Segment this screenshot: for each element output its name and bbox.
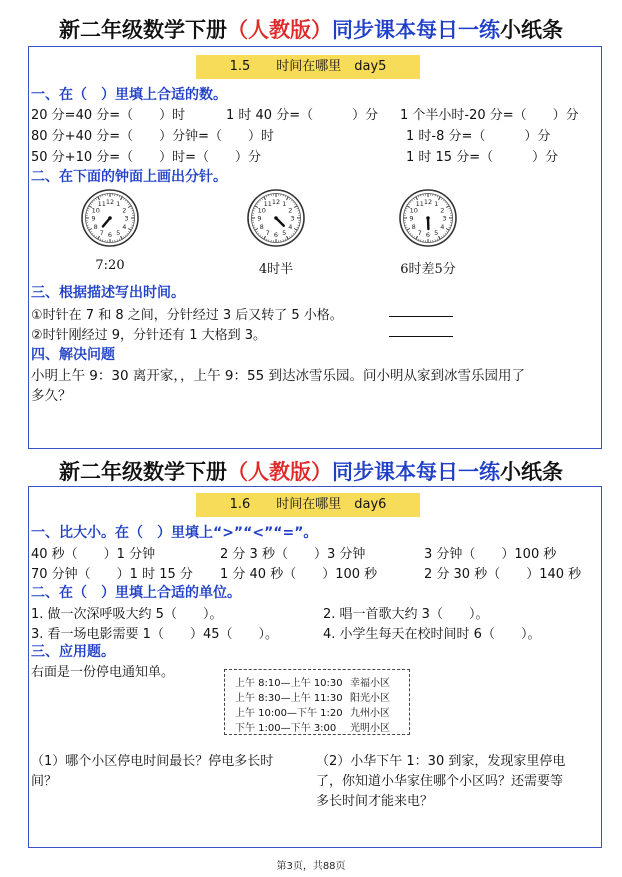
clock-numeral: 8 — [93, 222, 98, 231]
title-prefix: 新二年级数学下册 — [59, 459, 227, 484]
clock-numeral: 3 — [442, 214, 447, 223]
clock-numeral: 6 — [273, 231, 279, 239]
day6-q1-line1: （1）哪个小区停电时间最长？停电多长时 — [31, 754, 274, 769]
day5-section3-title: 三、根据描述写出时间。 — [31, 285, 185, 301]
clock-numeral: 11 — [97, 200, 106, 209]
clock-numeral: 10 — [257, 206, 266, 215]
day5-s4-line2: 多久？ — [31, 388, 72, 404]
title-edition: （人教版） — [227, 17, 332, 42]
title-suffix: 小纸条 — [500, 17, 563, 42]
clock-numeral: 8 — [259, 222, 264, 231]
clock-center — [426, 216, 430, 220]
clock-numeral: 11 — [415, 200, 424, 209]
day5-q: 50 分+10 分=（ ）时=（ ）分 — [31, 150, 262, 165]
day5-q: 1 时-8 分=（ ）分 — [406, 129, 551, 144]
day6-q: 40 秒（ ）1 分钟 — [31, 547, 156, 562]
power-outage-notice — [224, 669, 410, 735]
day6-q: 2 分 30 秒（ ）140 秒 — [424, 567, 582, 582]
clock-numeral: 10 — [91, 206, 100, 215]
clock-numeral: 12 — [105, 198, 115, 206]
clock-center — [108, 216, 112, 220]
clock-numeral: 6 — [425, 231, 431, 239]
notice-row: 下午 1:00—下午 3:00 光明小区 — [235, 723, 390, 734]
day5-q: 1 时 15 分=（ ）分 — [406, 150, 559, 165]
clock-face-icon[interactable] — [246, 188, 306, 248]
clock-numeral: 5 — [434, 228, 439, 237]
clock-numeral: 2 — [288, 206, 293, 215]
title-mid: 同步课本每日一练 — [332, 459, 500, 484]
day6-q: 4. 小学生每天在校时间时 6（ ）。 — [323, 627, 541, 642]
clock-numeral: 5 — [116, 228, 121, 237]
answer-blank[interactable] — [389, 316, 453, 317]
day6-q1-line2: 间？ — [31, 774, 58, 789]
day6-section2-title: 二、在（ ）里填上合适的单位。 — [31, 585, 241, 601]
page-title-top — [0, 14, 622, 44]
day6-q: 3. 看一场电影需要 1（ ）45（ ）。 — [31, 627, 278, 642]
page-footer: 第3页，共88页 — [276, 861, 346, 872]
clock-label: 7:20 — [95, 258, 125, 273]
clock-numeral: 12 — [423, 198, 433, 206]
title-edition: （人教版） — [227, 459, 332, 484]
clock-numeral: 9 — [257, 214, 262, 223]
clock-label: 4时半 — [258, 262, 294, 277]
page-title-bottom — [0, 456, 622, 486]
day5-section4-title: 四、解决问题 — [31, 347, 115, 363]
day6-q: 3 分钟（ ）100 秒 — [424, 547, 557, 562]
clock-numeral: 5 — [282, 228, 287, 237]
clock-numeral: 8 — [411, 222, 416, 231]
day6-q: 1 分 40 秒（ ）100 秒 — [220, 567, 378, 582]
day5-section1-title: 一、在（ ）里填上合适的数。 — [31, 87, 227, 103]
clock-numeral: 1 — [434, 200, 439, 209]
clock-numeral: 3 — [124, 214, 129, 223]
day5-q: 1 个半小时-20 分=（ ）分 — [400, 108, 579, 123]
clock-face-icon[interactable] — [80, 188, 140, 248]
clock-numeral: 4 — [122, 222, 127, 231]
notice-row: 上午 8:30—上午 11:30 阳光小区 — [235, 693, 390, 704]
clock-label: 6时差5分 — [400, 262, 456, 277]
clock-numeral: 7 — [417, 228, 422, 237]
day6-q2-line3: 多长时间才能来电？ — [316, 794, 434, 809]
clock-numeral: 4 — [440, 222, 445, 231]
clock-numeral: 2 — [122, 206, 127, 215]
clock-numeral: 4 — [288, 222, 293, 231]
notice-row: 上午 10:00—下午 1:20 九州小区 — [235, 708, 390, 719]
clock-numeral: 10 — [409, 206, 418, 215]
day5-q: 80 分+40 分=（ ）分钟=（ ）时 — [31, 129, 275, 144]
day6-tag: 1.6 时间在哪里 day6 — [196, 493, 420, 517]
day6-q: 70 分钟（ ）1 时 15 分 — [31, 567, 193, 582]
day6-q: 2. 唱一首歌大约 3（ ）。 — [323, 607, 489, 622]
day6-q2-line1: （2）小华下午 1：30 到家，发现家里停电 — [316, 754, 566, 769]
day5-s3-q1: ①时针在 7 和 8 之间，分针经过 3 后又转了 5 小格。 — [31, 308, 343, 323]
clock-numeral: 1 — [116, 200, 121, 209]
clock-numeral: 2 — [440, 206, 445, 215]
day6-s3-intro: 右面是一份停电通知单。 — [31, 665, 175, 680]
clock-numeral: 1 — [282, 200, 287, 209]
clock-center — [274, 216, 278, 220]
clock-numeral: 3 — [290, 214, 295, 223]
day5-q: 20 分=40 分=（ ）时 — [31, 108, 186, 123]
title-mid: 同步课本每日一练 — [332, 17, 500, 42]
day6-section1-title: 一、比大小。在（ ）里填上“>”“<”“=”。 — [31, 525, 318, 541]
title-prefix: 新二年级数学下册 — [59, 17, 227, 42]
day5-tag: 1.5 时间在哪里 day5 — [196, 55, 420, 79]
clock-face-icon — [398, 188, 458, 248]
day6-q: 1. 做一次深呼吸大约 5（ ）。 — [31, 607, 223, 622]
day5-q: 1 时 40 分=（ ）分 — [226, 108, 379, 123]
day5-s3-q2: ②时针刚经过 9，分针还有 1 大格到 3。 — [31, 328, 266, 343]
day6-q2-line2: 了，你知道小华家住哪个小区吗？还需要等 — [316, 774, 564, 789]
clock-numeral: 9 — [91, 214, 96, 223]
clock-numeral: 9 — [409, 214, 414, 223]
clock-numeral: 7 — [265, 228, 270, 237]
answer-blank[interactable] — [389, 336, 453, 337]
clock-numeral: 7 — [99, 228, 104, 237]
clock-numeral: 6 — [107, 231, 113, 239]
clock-numeral: 12 — [271, 198, 281, 206]
clock-numeral: 11 — [263, 200, 272, 209]
day5-section2-title: 二、在下面的钟面上画出分针。 — [31, 169, 227, 185]
day6-q: 2 分 3 秒（ ）3 分钟 — [220, 547, 366, 562]
day6-section3-title: 三、应用题。 — [31, 644, 115, 660]
day5-s4-line1: 小明上午 9：30 离开家，，上午 9：55 到达冰雪乐园。问小明从家到冰雪乐园用了 — [31, 368, 525, 384]
notice-row: 上午 8:10—上午 10:30 幸福小区 — [235, 678, 390, 689]
title-suffix: 小纸条 — [500, 459, 563, 484]
